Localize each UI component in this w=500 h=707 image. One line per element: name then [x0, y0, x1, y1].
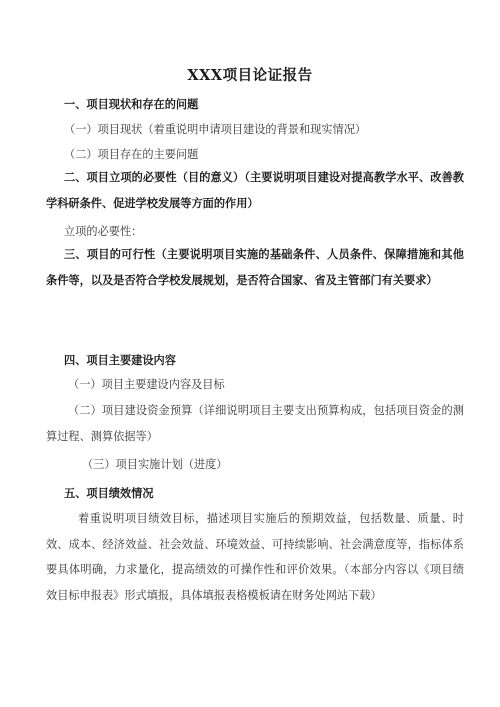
section-4-item-1: （一）项目主要建设内容及目标	[68, 378, 225, 391]
section-4-item-2: （二）项目建设资金预算（详细说明项目主要支出预算构成，包括项目资金的测算过程、测算依据等）	[46, 404, 464, 443]
section-1-heading: 一、项目现状和存在的问题	[64, 97, 199, 111]
section-5-body: 着重说明项目绩效目标，描述项目实施后的预期效益，包括数量、质量、时效、成本、经济效益、社会效益、环境效益、可持续影响、社会满意度等，指标体系要具体明确，力求量化，提高绩效的可操作性和评价效果。（本部分内容以《项目绩效目标申报表》形式填报，具体填报表格模板请在财务处网站下载）	[46, 512, 464, 602]
section-2-note: 立项的必要性：	[64, 225, 143, 238]
section-3-heading: 三、项目的可行性（主要说明项目实施的基础条件、人员条件、保障措施和其他条件等，以及是否符合学校发展规划，是否符合国家、省及主管部门有关要求）	[46, 247, 464, 287]
section-1-item-1: （一）项目现状（着重说明申请项目建设的背景和现实情况）	[64, 123, 367, 136]
section-1-item-2: （二）项目存在的主要问题	[64, 148, 199, 161]
section-4-item-3: （三）项目实施计划（进度）	[82, 458, 228, 471]
document-title: XXX项目论证报告	[187, 67, 313, 84]
section-2-heading: 二、项目立项的必要性（目的意义）（主要说明项目建设对提高教学水平、改善教学科研条件、促进学校发展等方面的作用）	[46, 170, 464, 210]
section-4-heading: 四、项目主要建设内容	[64, 353, 176, 367]
section-5-heading: 五、项目绩效情况	[64, 486, 154, 500]
